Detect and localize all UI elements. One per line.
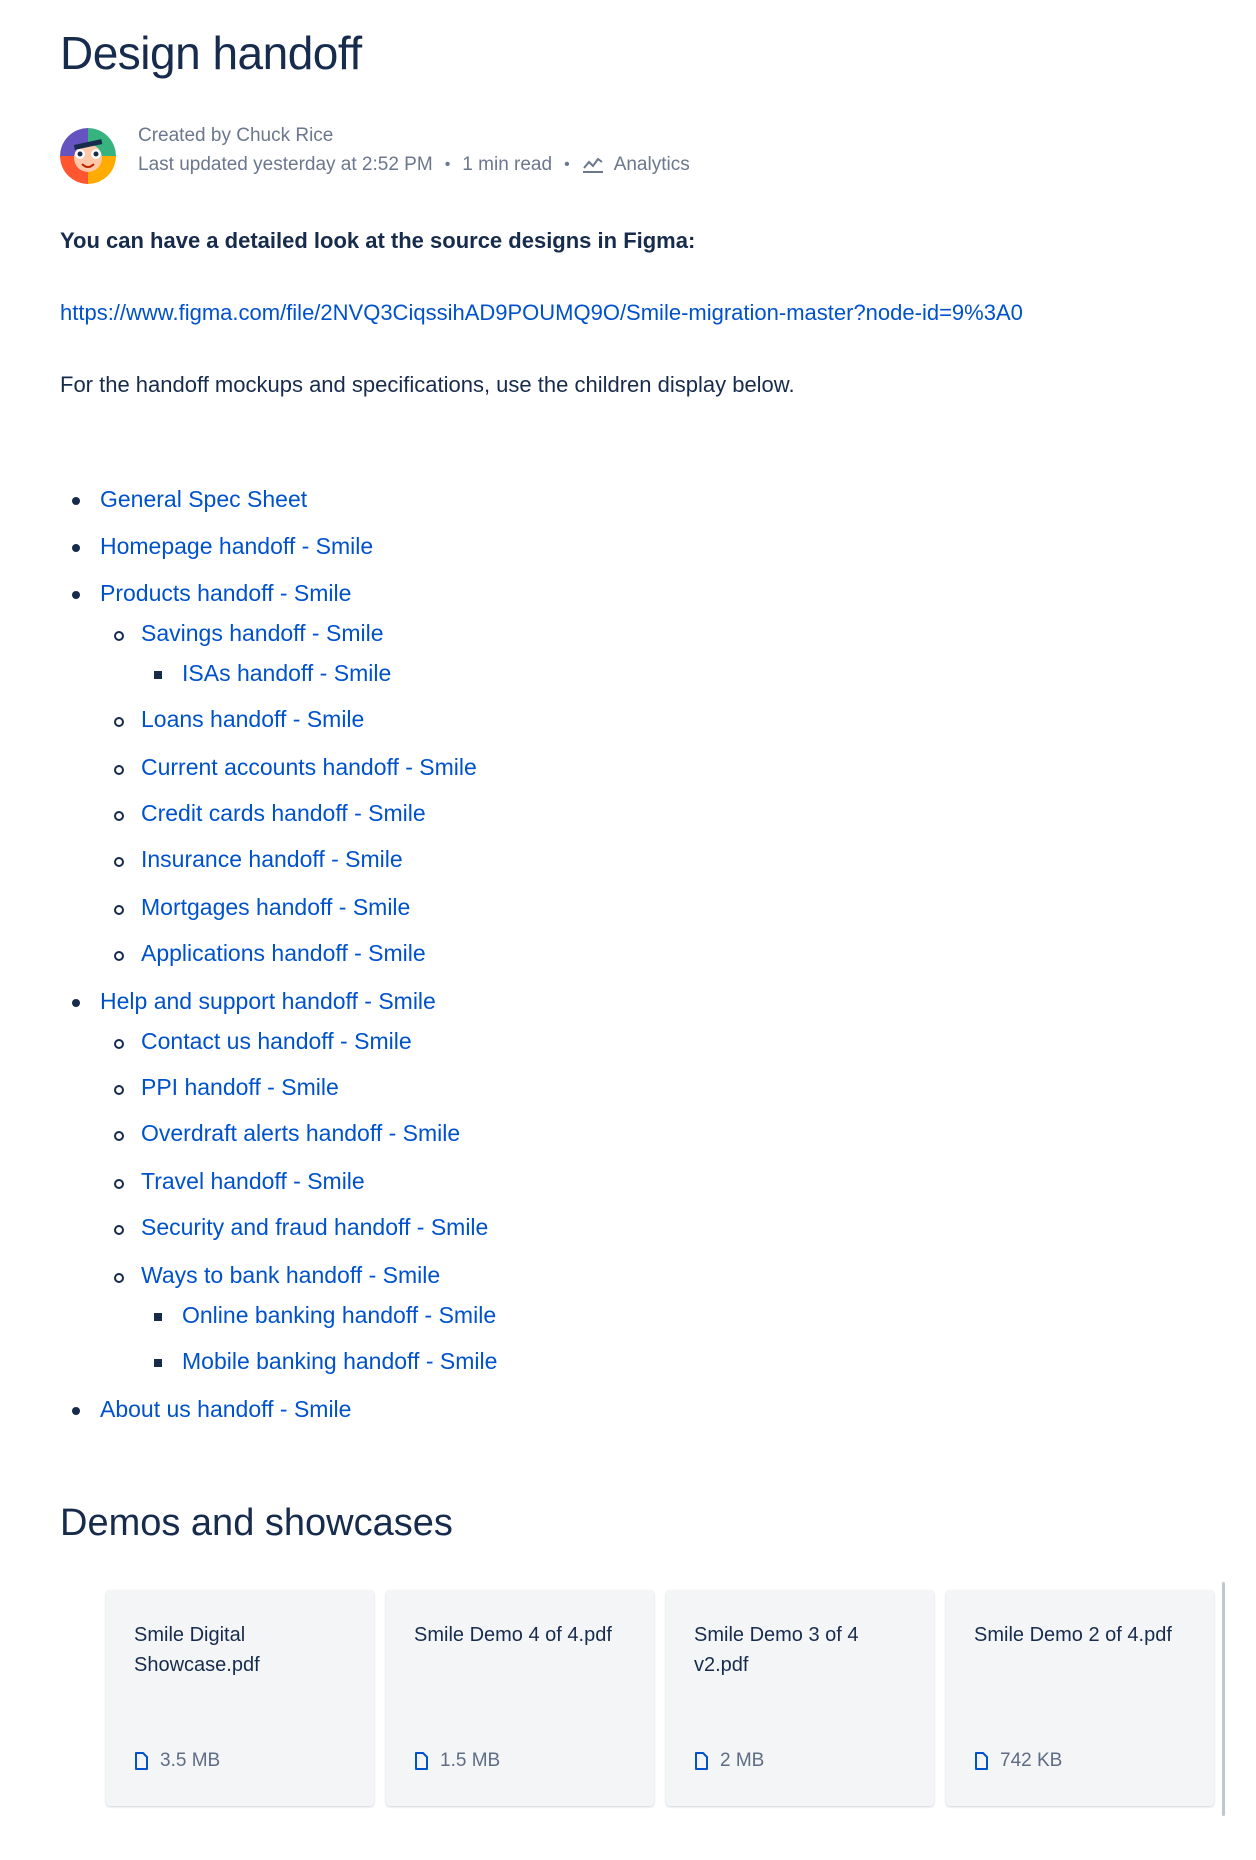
hollow-bullet-icon (114, 951, 124, 961)
intro-heading: You can have a detailed look at the source designs in Figma: (60, 228, 696, 253)
child-page-link[interactable]: Products handoff - Smile (100, 580, 352, 606)
square-bullet-icon (154, 1359, 162, 1367)
page-title: Design handoff (60, 27, 362, 79)
file-size: 3.5 MB (160, 1750, 221, 1771)
file-size-row (414, 1750, 500, 1772)
file-icon (414, 1752, 428, 1770)
separator-dot: • (444, 156, 451, 173)
square-bullet-icon (154, 1313, 162, 1321)
child-page-link[interactable]: ISAs handoff - Smile (182, 660, 392, 686)
analytics-icon (582, 156, 604, 174)
child-page-link[interactable]: Applications handoff - Smile (141, 940, 426, 966)
hollow-bullet-icon (114, 1131, 124, 1141)
child-page-link[interactable]: PPI handoff - Smile (141, 1074, 339, 1100)
bullet-icon (72, 999, 80, 1007)
avatar[interactable] (60, 128, 116, 184)
file-size-row (134, 1750, 220, 1772)
child-page-link[interactable]: General Spec Sheet (100, 486, 308, 512)
child-page-link[interactable]: Online banking handoff - Smile (182, 1302, 497, 1328)
hollow-bullet-icon (114, 857, 124, 867)
file-card[interactable] (946, 1590, 1214, 1806)
file-icon (974, 1752, 988, 1770)
file-size: 742 KB (1000, 1750, 1063, 1771)
child-page-link[interactable]: Credit cards handoff - Smile (141, 800, 426, 826)
child-page-link[interactable]: Mobile banking handoff - Smile (182, 1348, 498, 1374)
file-name: Smile Demo 4 of 4.pdf (414, 1624, 612, 1646)
hollow-bullet-icon (114, 631, 124, 641)
child-page-link[interactable]: Help and support handoff - Smile (100, 988, 436, 1014)
cards-scrollbar[interactable] (1222, 1582, 1225, 1816)
file-name: Smile Demo 2 of 4.pdf (974, 1624, 1172, 1646)
file-size: 1.5 MB (440, 1750, 501, 1771)
hollow-bullet-icon (114, 1179, 124, 1189)
file-card[interactable] (386, 1590, 654, 1806)
child-page-link[interactable]: Overdraft alerts handoff - Smile (141, 1120, 461, 1146)
child-page-link[interactable]: Travel handoff - Smile (141, 1168, 365, 1194)
hollow-bullet-icon (114, 905, 124, 915)
file-icon (694, 1752, 708, 1770)
bullet-icon (72, 544, 80, 552)
byline-text (138, 122, 690, 180)
read-time: 1 min read (462, 154, 553, 175)
hollow-bullet-icon (114, 1085, 124, 1095)
child-page-link[interactable]: Current accounts handoff - Smile (141, 754, 477, 780)
hollow-bullet-icon (114, 717, 124, 727)
last-updated: Last updated yesterday at 2:52 PM (138, 154, 433, 175)
file-cards (106, 1590, 1226, 1810)
created-by: Created by Chuck Rice (138, 125, 334, 146)
file-name: Smile Demo 3 of 4 v2.pdf (694, 1624, 859, 1676)
hollow-bullet-icon (114, 765, 124, 775)
file-size: 2 MB (720, 1750, 765, 1771)
hollow-bullet-icon (114, 811, 124, 821)
bullet-icon (72, 591, 80, 599)
section-heading-demos: Demos and showcases (60, 1502, 453, 1544)
hollow-bullet-icon (114, 1273, 124, 1283)
analytics-link[interactable] (582, 150, 690, 180)
file-card[interactable] (106, 1590, 374, 1806)
child-page-link[interactable]: Ways to bank handoff - Smile (141, 1262, 441, 1288)
child-page-link[interactable]: Insurance handoff - Smile (141, 846, 403, 872)
child-page-link[interactable]: Savings handoff - Smile (141, 620, 384, 646)
file-name: Smile Digital Showcase.pdf (134, 1624, 260, 1676)
bullet-icon (72, 1407, 80, 1415)
child-page-link[interactable]: Homepage handoff - Smile (100, 533, 374, 559)
bullet-icon (72, 497, 80, 505)
file-card[interactable] (666, 1590, 934, 1806)
hollow-bullet-icon (114, 1225, 124, 1235)
figma-link[interactable]: https://www.figma.com/file/2NVQ3CiqssihAD9POUMQ9O/Smile-migration-master?node-id=9%3A0 (60, 300, 1023, 325)
byline-meta (138, 150, 690, 180)
hollow-bullet-icon (114, 1039, 124, 1049)
analytics-label: Analytics (613, 154, 690, 175)
child-page-link[interactable]: Contact us handoff - Smile (141, 1028, 412, 1054)
child-page-link[interactable]: Security and fraud handoff - Smile (141, 1214, 489, 1240)
child-page-link[interactable]: About us handoff - Smile (100, 1396, 352, 1422)
file-icon (134, 1752, 148, 1770)
square-bullet-icon (154, 671, 162, 679)
child-page-link[interactable]: Mortgages handoff - Smile (141, 894, 411, 920)
file-size-row (974, 1750, 1062, 1772)
file-size-row (694, 1750, 764, 1772)
child-page-link[interactable]: Loans handoff - Smile (141, 706, 365, 732)
separator-dot: • (564, 156, 570, 173)
intro-text: For the handoff mockups and specifications, use the children display below. (60, 372, 795, 397)
